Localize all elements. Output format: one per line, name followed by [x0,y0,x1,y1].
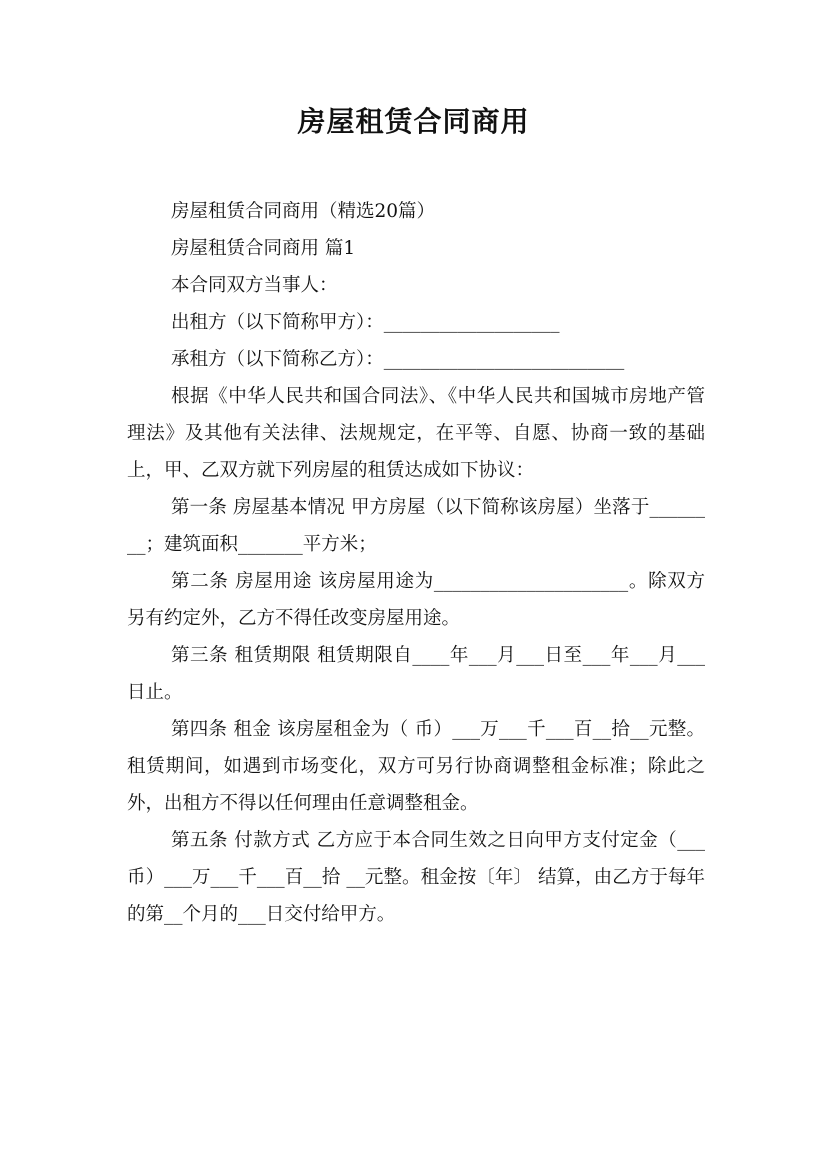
paragraph-parties-intro: 本合同双方当事人： [171,275,338,296]
paragraph-section-heading: 房屋租赁合同商用 篇1 [171,238,356,259]
paragraph-lessor: 出租方（以下简称甲方）：___________________ [171,312,560,333]
paragraph-preamble: 根据《中华人民共和国合同法》、《中华人民共和国城市房地产管理法》及其他有关法律、法规规定，在平等、自愿、协商一致的基础上，甲、乙双方就下列房屋的租赁达成如下协议： [127,386,705,481]
paragraph-lessee: 承租方（以下简称乙方）：__________________________ [171,349,625,370]
paragraph-article-5: 第五条 付款方式 乙方应于本合同生效之日向甲方支付定金（___币）___万___千___百__拾 __元整。租金按〔年〕 结算，由乙方于每年的第__个月的___日交付给甲方。 [127,830,705,925]
document-title: 房屋租赁合同商用 [297,105,530,138]
paragraph-article-1: 第一条 房屋基本情况 甲方房屋（以下简称该房屋）坐落于________；建筑面积_______平方米； [127,497,705,555]
paragraph-article-2: 第二条 房屋用途 该房屋用途为_____________________。除双方另有约定外，乙方不得任改变房屋用途。 [127,571,705,629]
paragraph-subtitle: 房屋租赁合同商用（精选20篇） [171,201,436,222]
document-body [127,193,711,933]
paragraph-article-4: 第四条 租金 该房屋租金为（ 币）___万___千___百__拾__元整。 租赁期间，如遇到市场变化，双方可另行协商调整租金标准；除此之外，出租方不得以任何理由任意调整租金。 [127,719,711,814]
paragraph-article-3: 第三条 租赁期限 租赁期限自____年___月___日至___年___月___日止。 [127,645,705,703]
